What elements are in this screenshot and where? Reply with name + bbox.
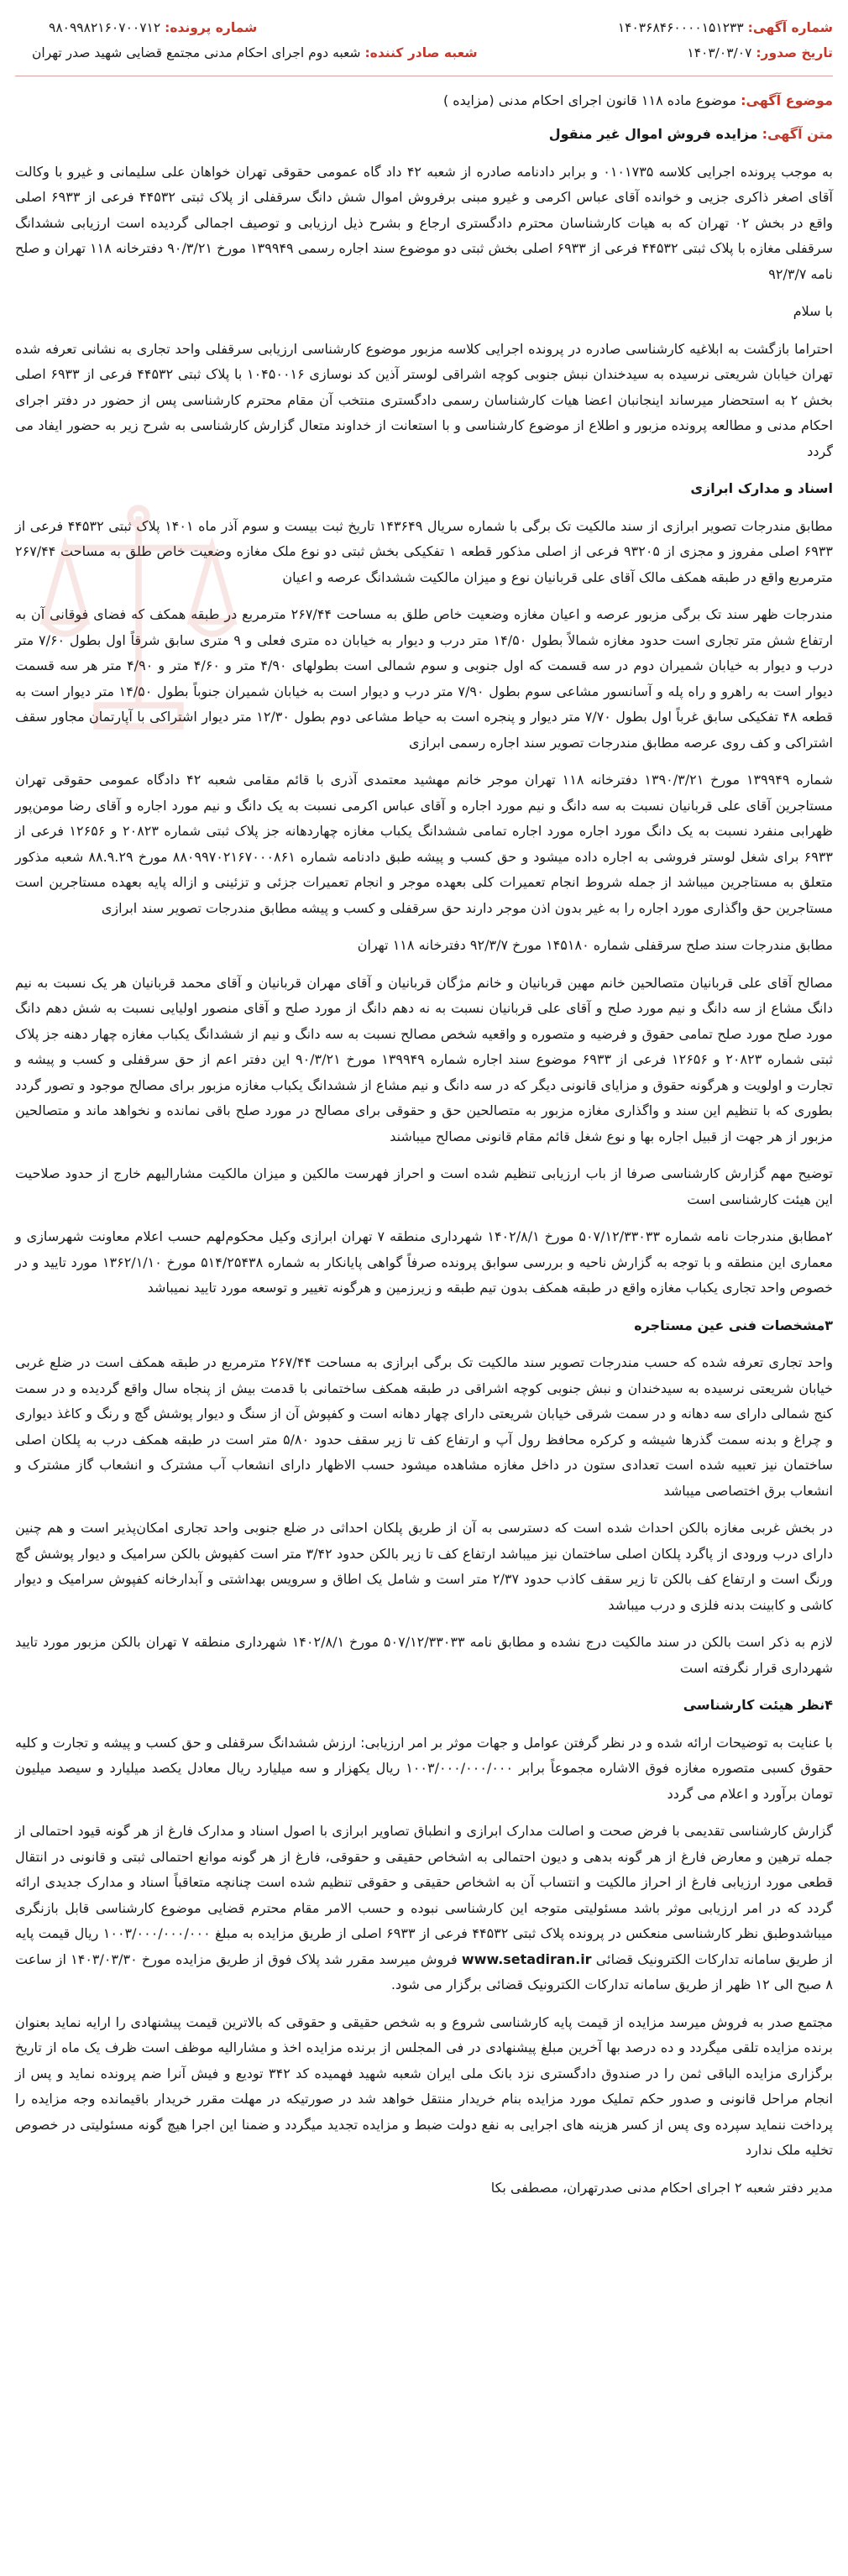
ad-number: شماره آگهی: ۱۴۰۳۶۸۴۶۰۰۰۰۱۵۱۲۳۳ xyxy=(617,20,833,35)
paragraph: مندرجات ظهر سند تک برگی مزبور عرصه و اعیان مغازه وضعیت خاص طلق به مساحت ۲۶۷/۴۴ مترمربع در طبقه همکف که فضای فوقانی آن به ارتفاع شش متر تجاری است حدود مغازه شمالاً بطول ۱۴/۵۰ متر درب و دیوار به خیابان ده متری فعلی و ۹ متری سابق شرقاً اول بطول ۷/۶۰ متر درب و دیوار به خیابان شمیران دوم در سه قسمت که اول جنوبی و سوم شمالی است بطولهای ۴/۹۰ متر و ۴/۶۰ متر و ۴/۹۰ متر هر سه قسمت دیوار است به راهرو و راه پله و آسانسور مشاعی سوم بطول ۷/۹۰ متر درب و دیوار است به خیابان شمیران جنوباً بطول ۱۴/۵۰ متر دیوار است به قطعه ۴۸ تفکیکی سابق غرباً اول بطول ۷/۷۰ متر دیوار و پنجره است به حیاط مشاعی دوم بطول ۱۲/۳۰ متر دیوار اشتراکی با آپارتمان مجاور سقف اشتراکی و کف روی عرصه مطابق مندرجات تصویر سند اجاره رسمی ابرازی xyxy=(15,606,834,751)
signature: مدیر دفتر شعبه ۲ اجرای احکام مدنی صدرتهران، مصطفی بکا xyxy=(490,2179,833,2196)
issuer: شعبه صادر کننده: شعبه دوم اجرای احکام مدنی مجتمع قضایی شهید صدر تهران xyxy=(32,45,478,60)
paragraph: شماره ۱۳۹۹۴۹ مورخ ۱۳۹۰/۳/۲۱ دفترخانه ۱۱۸ تهران موجر خانم مهشید معتمدی آذری با قائم مقامی شعبه ۴۲ دادگاه عمومی حقوقی تهران مستاجرین آقای علی قربانیان نسبت به سه دانگ و نیم مورد اجاره و آقای عباس اکرمی نسبت به یک دانگ و نیم مورد اجاره و آقای رضا مومن‌پور ظهرابی منفرد نسبت به یک دانگ مورد اجاره مورد اجاره تمامی ششدانگ یکباب مغازه چهاردهانه جز پلاک ثبتی شماره ۲۰۸۲۳ و ۱۲۶۵۶ فرعی از ۶۹۳۳ برای شغل لوستر فروشی به اجاره داده میشود و حق کسب و پیشه طبق دادنامه شماره ۸۸۰۹۹۷۰۲۱۶۷۰۰۰۸۶۱ مورخ ۸۸.۹.۲۹ شعبه مذکور متعلق به مستاجرین میباشد از جمله شروط انجام تعمیرات کلی بعهده موجر و انجام تعمیرات جزئی و تزئینی و ازاله پایه بعهده مستاجرین است مستاجرین حق واگذاری مورد اجاره را به غیر بدون اذن موجر دارند حق سرقفلی و کسب و پیشه مطابق مندرجات تصویر سند ابرازی xyxy=(15,772,834,916)
website-link[interactable]: www.setadiran.ir xyxy=(461,1950,592,1967)
section-heading: اسناد و مدارک ابرازی xyxy=(690,480,833,496)
paragraph: احتراما بازگشت به ابلاغیه کارشناسی صادره در پرونده اجرایی کلاسه مزبور موضوع کارشناسی ارزیابی سرقفلی واحد تجاری به نشانی تعرفه شده تهران خیابان شریعتی نرسیده به سیدخندان نبش جنوبی کوچه اشراقی لوستر آذین کد نوسازی ۱۰۴۵۰۰۱۶ با پلاک ثبتی ۴۴۵۳۲ فرعی از ۶۹۳۳ اصلی بخش ۲ به استحضار میرساند اینجانبان اعضا هیات کارشناسان رسمی دادگستری منتخب آن مقام محترم کارشناسی پس از حضور در دفتر اجرای احکام مدنی و مطالعه پرونده مزبور و اطلاع از موضوع کارشناسی و با استعانت از خداوند متعال گزارش کارشناسی به شرح زیر به حضور ایفاد می گردد xyxy=(15,340,834,459)
scales-of-justice-icon xyxy=(34,495,243,747)
paragraph: مطابق مندرجات تصویر ابرازی از سند مالکیت تک برگی با شماره سریال ۱۴۳۶۴۹ تاریخ ثبت بیست و سوم آذر ماه ۱۴۰۱ پلاک ثبتی ۴۴۵۳۲ فرعی از ۶۹۳۳ اصلی مفروز و مجزی از ۹۳۲۰۵ فرعی از اصلی مذکور قطعه ۱ تفکیکی بخش ثبتی دو نوع ملک مغازه وضعیت خاص طلق به مساحت ۲۶۷/۴۴ مترمربع واقع در طبقه همکف مالک آقای علی قربانیان نوع و میزان مالکیت ششدانگ عرصه و اعیان xyxy=(15,517,834,585)
greeting: با سلام xyxy=(793,303,833,319)
paragraph: مجتمع صدر به فروش میرسد مزایده از قیمت پایه کارشناسی شروع و به شخص حقیقی و حقوقی که بالاترین قیمت پیشنهادی را ارایه نماید بعنوان برنده مزایده تلقی میگردد و ده درصد بها آخرین مبلغ پیشنهادی در فی المجلس از برنده مزایده اخذ و مشارالیه موظف است ظرف یک ماه از تاریخ برگزاری مزایده الباقی ثمن را در صندوق دادگستری نزد بانک ملی ایران شعبه شهید فهمیده کد ۳۴۲ تودیع و فیش آنرا ضم پرونده نماید و پس از انجام مراحل قانونی و صدور حکم تملیک مورد مزایده بنام خریدار منتقل خواهد شد در صورتیکه در مهلت مقرر خریدار باقیمانده وجه مزایده را پرداخت ننماید سپرده وی پس از کسر هزینه های اجرایی به نفع دولت ضبط و مزایده تجدید میگردد و ضمنا این اجرا هیچ گونه مسئولیتی در خصوص تخلیه ملک ندارد xyxy=(15,2013,833,2158)
paragraph: به موجب پرونده اجرایی کلاسه ۰۱۰۱۷۳۵ و برابر دادنامه صادره از شعبه ۴۲ داد گاه عمومی حقوقی تهران خواهان علی سلیمانی و غیرو با وکالت آقای اصغر ذاکری جزیی و خوانده آقای عباس اکرمی و غیرو مبنی برفروش اموال شش دانگ سرقفلی از پلاک ثبتی ۴۴۵۳۲ فرعی از ۶۹۳۳ اصلی واقع در بخش ۰۲ تهران که به هیات کارشناسان محترم دادگستری ارجاع و بشرح ذیل ارزیابی و توصیف اجمالی گردیده است ارزیابی ششدانگ سرقفلی مغازه با پلاک ثبتی ۴۴۵۳۲ فرعی از ۶۹۳۳ اصلی بخش ثبتی دو موضوع سند اجاره رسمی ۱۳۹۹۴۹ مورخ ۹۰/۳/۲۱ دفترخانه ۱۱۸ تهران و صلح نامه ۹۲/۳/۷ xyxy=(15,163,834,282)
paragraph: گزارش کارشناسی تقدیمی با فرض صحت و اصالت مدارک ابرازی و انطباق تصاویر ابرازی با اصول اسناد و مدارک فارغ از هر گونه قیود احتمالی از جمله ترهین و معارض فارغ از هر گونه بدهی و دیون احتمالی به اشخاص حقیقی و حقوقی، فارغ از هر گونه موانع احتمالی ثبتی و قانونی در انتقال قطعی مورد ارزیابی فارغ از احراز مالکیت و انتساب آن به اشخاص حقیقی و حقوقی تنظیم شده است چنانچه متعاقباً اسناد و مدارک جدیدی ارائه گردد که در امر ارزیابی موثر باشد مسئولیتی متوجه این کارشناسی نبوده و حسب الامر مقام محترم قضایی موضوع کارشناسی قابل بازنگری میباشدوطبق نظر کارشناسی منعکس در پرونده پلاک ثبتی ۴۴۵۳۲ فرعی از ۶۹۳۳ اصلی از طریق مزایده به مبلغ ۱۰۰۳/۰۰۰/۰۰۰/۰۰۰ ریال قیمت پایه از طریق سامانه تدارکات الکترونیک قضائی www.setadiran.ir فروش میرسد مقرر شد پلاک فوق از طریق مزایده مورخ ۱۴۰۳/۰۳/۳۰ از ساعت ۸ صبح الی ۱۲ ظهر از طریق سامانه تدارکات الکترونیک قضائی برگزار می شود. xyxy=(15,1823,834,1992)
notice-header xyxy=(15,15,833,65)
paragraph: در بخش غربی مغازه بالکن احداث شده است که دسترسی به آن از طریق پلکان احداثی در ضلع جنوبی واحد تجاری امکان‌پذیر است و هم چنین دارای درب ورودی از پاگرد پلکان اصلی ساختمان نیز میباشد ارتفاع کف تا زیر بالکن حدود ۳/۴۲ متر است کفپوش بالکن سرامیک و دیوار پوشش گچ ورنگ است و ارتفاع کف بالکن تا زیر سقف کاذب حدود ۲/۳۷ متر است و شامل یک اطاق و سرویس بهداشتی و آبدارخانه کفپوش سرامیک و دیوار کاشی و کابینت بدنه فلزی و درب میباشد xyxy=(15,1520,834,1613)
paragraph: واحد تجاری تعرفه شده که حسب مندرجات تصویر سند مالکیت تک برگی ابرازی به مساحت ۲۶۷/۴۴ مترمربع در طبقه همکف است در ضلع غربی خیابان شریعتی نرسیده به سیدخندان و نبش جنوبی کوچه اشراقی در طبقه همکف ساختمانی با قدمت بیش از پنجاه سال واقع گردیده و در سمت کنج شمالی دارای سه دهانه و در سمت شرقی خیابان شریعتی دارای چهار دهانه است و کفپوش آن از سنگ و دیوار پوشش گچ و رنگ و کاغذ دیواری و چراغ و بدنه سمت گذرها شیشه و کرکره محافظ رول آپ و ارتفاع کف تا زیر سقف حدود ۵/۸۰ متر است در طبقه همکف درب به پلکان اصلی ساختمان نیز تعبیه شده است تعدادی ستون در داخل مغازه مشاهده میشود حسب الاظهار دارای انشعاب آب مشترک و انشعاب گاز مشترک و انشعاب برق اختصاصی میباشد xyxy=(15,1354,834,1499)
notice-subject: موضوع آگهی: موضوع ماده ۱۱۸ قانون اجرای احکام مدنی (مزایده ) xyxy=(442,92,833,108)
paragraph: ۲مطابق مندرجات نامه شماره ۵۰۷/۱۲/۳۳۰۳۳ مورخ ۱۴۰۲/۸/۱ شهرداری منطقه ۷ تهران ابرازی وکیل محکوم‌لهم حسب اعلام معاونت شهرسازی و معماری این منطقه و با توجه به گزارش ناحیه و بررسی سوابق پرونده صرفاً گواهی پایانکار به شماره ۵۱۴/۲۵۴۳۸ مورخ ۱۳۶۲/۱/۱۰ مورد تایید و در خصوص واحد تجاری یکباب مغازه واقع در طبقه همکف بدون تیم طبقه و زیرزمین و هرگونه تغییر و توسعه مورد تایید نمیباشد xyxy=(15,1228,834,1296)
paragraph: مصالح آقای علی قربانیان متصالحین خانم مهین قربانیان و خانم مژگان قربانیان و آقای مهران قربانیان و آقای محمد قربانیان هر یک نسبت به نیم دانگ مشاع از سه دانگ و نیم مورد صلح و آقای علی قربانیان نسبت به نه دهم دانگ از مورد صلح و آقای منصور اولیایی نسبت به شش دهم دانگ مورد صلح مورد صلح تمامی حقوق و فرضیه و متصوره و واقعیه شخص مصالح نسبت به سه دانگ و نیم از ششدانگ یکباب مغازه چهار دهنه جز پلاک ثبتی شماره ۲۰۸۲۳ و ۱۲۶۵۶ فرعی از ۶۹۳۳ موضوع سند اجاره شماره ۱۳۹۹۴۹ مورخ ۹۰/۳/۲۱ این دفتر اعم از حق سرقفلی و کسب و پیشه و تجارت و اولویت و هرگونه حقوق و مزایای قانونی دیگر که در سه دانگ و نیم مشاع از ششدانگ یکباب مغازه مزبور برای مصالح موجود و تصور گردد بطوری که با تنظیم این سند و واگذاری مغازه مزبور به متصالحین حق و حقوقی برای مصالح در مورد صلح باقی نمانده و نخواهد ماند و متصالحین مزبور از هر جهت از قبیل اجاره بها و نوع شغل قائم مقام قانونی مصالح میباشند xyxy=(15,974,833,1144)
notice-body xyxy=(15,122,833,2201)
section-heading: ۳مشخصات فنی عین مستاجره xyxy=(634,1317,833,1333)
case-number: شماره پرونده: ۹۸۰۹۹۸۲۱۶۰۷۰۰۷۱۲ xyxy=(49,20,258,35)
issue-date: تاریخ صدور: ۱۴۰۳/۰۳/۰۷ xyxy=(687,45,833,60)
paragraph: مطابق مندرجات سند صلح سرقفلی شماره ۱۴۵۱۸۰ مورخ ۹۲/۳/۷ دفترخانه ۱۱۸ تهران xyxy=(357,937,833,953)
paragraph: توضیح مهم گزارش کارشناسی صرفا از باب ارزیابی تنظیم شده است و احراز فهرست مالکین و میزان مالکیت مشارالیهم خارج از حدود صلاحیت این هیئت کارشناسی است xyxy=(15,1165,833,1207)
paragraph: با عنایت به توضیحات ارائه شده و در نظر گرفتن عوامل و جهات موثر بر امر ارزیابی: ارزش ششدانگ سرقفلی و حق کسب و پیشه و تجارت و کلیه حقوق کسبی متصوره مغازه فوق الاشاره مجموعاً برابر ۱۰۰۳/۰۰۰/۰۰۰/۰۰۰ ریال یکهزار و سه میلیارد ریال معادل یکصد میلیارد و سیصد میلیون تومان برآورد و اعلام می گردد xyxy=(15,1734,834,1802)
paragraph: لازم به ذکر است بالکن در سند مالکیت درج نشده و مطابق نامه ۵۰۷/۱۲/۳۳۰۳۳ مورخ ۱۴۰۲/۸/۱ شهرداری منطقه ۷ تهران بالکن مزبور مورد تایید شهرداری قرار نگرفته است xyxy=(15,1634,833,1676)
section-heading: ۴نظر هیئت کارشناسی xyxy=(683,1697,833,1713)
body-title-line: متن آگهی: مزایده فروش اموال غیر منقول xyxy=(548,126,833,142)
